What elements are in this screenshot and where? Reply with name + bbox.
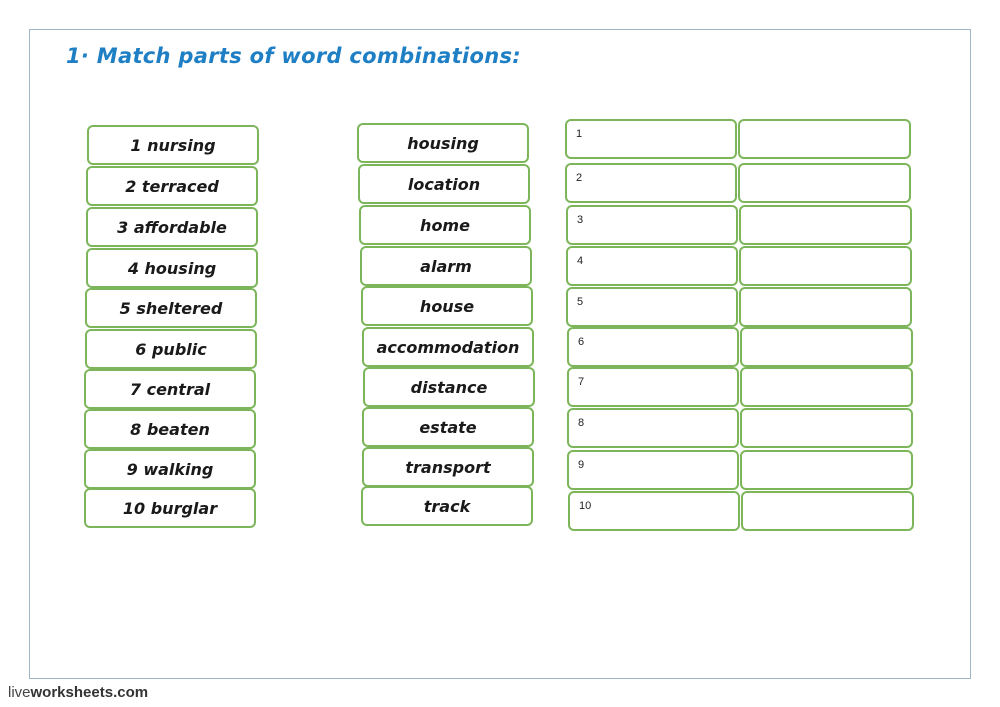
right-word-tile[interactable]: transport — [362, 447, 534, 487]
answer-input-first[interactable] — [570, 291, 734, 323]
right-word-tile[interactable]: location — [358, 164, 530, 204]
answer-box-second — [741, 491, 914, 531]
left-word-tile[interactable]: 6 public — [85, 329, 257, 369]
left-word-tile[interactable]: 8 beaten — [84, 409, 256, 449]
answer-input-first[interactable] — [571, 371, 735, 403]
answer-number: 10 — [579, 500, 592, 512]
answer-input-second[interactable] — [745, 495, 910, 527]
right-word-tile[interactable]: alarm — [360, 246, 532, 286]
answer-number: 1 — [576, 128, 583, 140]
answer-input-first[interactable] — [569, 167, 733, 199]
left-word-tile[interactable]: 5 sheltered — [85, 288, 257, 328]
answer-input-first[interactable] — [570, 250, 734, 282]
answer-input-second[interactable] — [743, 250, 908, 282]
answer-number: 2 — [576, 172, 583, 184]
answer-box-first — [568, 491, 740, 531]
footer-brand: worksheets — [30, 684, 114, 701]
answer-box-second — [739, 287, 912, 327]
answer-input-first[interactable] — [571, 331, 735, 363]
right-word-tile[interactable]: estate — [362, 407, 534, 447]
answer-input-second[interactable] — [744, 371, 909, 403]
answer-box-first — [566, 246, 738, 286]
right-word-tile[interactable]: housing — [357, 123, 529, 163]
answer-input-second[interactable] — [744, 454, 909, 486]
answer-box-first — [567, 408, 739, 448]
answer-number: 3 — [577, 214, 584, 226]
right-word-tile[interactable]: accommodation — [362, 327, 534, 367]
answer-box-second — [739, 246, 912, 286]
left-word-tile[interactable]: 10 burglar — [84, 488, 256, 528]
answer-input-first[interactable] — [570, 209, 734, 241]
left-word-tile[interactable]: 1 nursing — [87, 125, 259, 165]
answer-box-second — [740, 408, 913, 448]
answer-number: 4 — [577, 255, 584, 267]
left-word-tile[interactable]: 7 central — [84, 369, 256, 409]
right-word-tile[interactable]: home — [359, 205, 531, 245]
answer-box-second — [738, 119, 911, 159]
answer-input-first[interactable] — [571, 454, 735, 486]
answer-box-first — [566, 287, 738, 327]
answer-number: 9 — [578, 459, 585, 471]
answer-input-first[interactable] — [569, 123, 733, 155]
answer-box-first — [565, 163, 737, 203]
answer-number: 5 — [577, 296, 584, 308]
right-word-tile[interactable]: distance — [363, 367, 535, 407]
answer-input-second[interactable] — [743, 291, 908, 323]
answer-box-second — [739, 205, 912, 245]
right-word-tile[interactable]: track — [361, 486, 533, 526]
footer-logo — [8, 684, 148, 701]
answer-input-second[interactable] — [742, 167, 907, 199]
answer-input-second[interactable] — [742, 123, 907, 155]
answer-box-first — [565, 119, 737, 159]
answer-box-second — [738, 163, 911, 203]
answer-input-second[interactable] — [744, 331, 909, 363]
left-word-tile[interactable]: 2 terraced — [86, 166, 258, 206]
answer-number: 7 — [578, 376, 585, 388]
footer-suffix: .com — [113, 684, 149, 701]
answer-box-first — [567, 327, 739, 367]
answer-input-second[interactable] — [744, 412, 909, 444]
answer-box-first — [566, 205, 738, 245]
answer-box-first — [567, 450, 739, 490]
answer-input-first[interactable] — [572, 495, 736, 527]
answer-number: 8 — [578, 417, 585, 429]
answer-box-second — [740, 327, 913, 367]
answer-box-first — [567, 367, 739, 407]
left-word-tile[interactable]: 9 walking — [84, 449, 256, 489]
answer-box-second — [740, 367, 913, 407]
left-word-tile[interactable]: 3 affordable — [86, 207, 258, 247]
answer-number: 6 — [578, 336, 585, 348]
left-word-tile[interactable]: 4 housing — [86, 248, 258, 288]
exercise-title: 1· Match parts of word combinations: — [66, 44, 521, 68]
answer-input-second[interactable] — [743, 209, 908, 241]
footer-prefix: live — [8, 684, 31, 701]
answer-box-second — [740, 450, 913, 490]
right-word-tile[interactable]: house — [361, 286, 533, 326]
answer-input-first[interactable] — [571, 412, 735, 444]
